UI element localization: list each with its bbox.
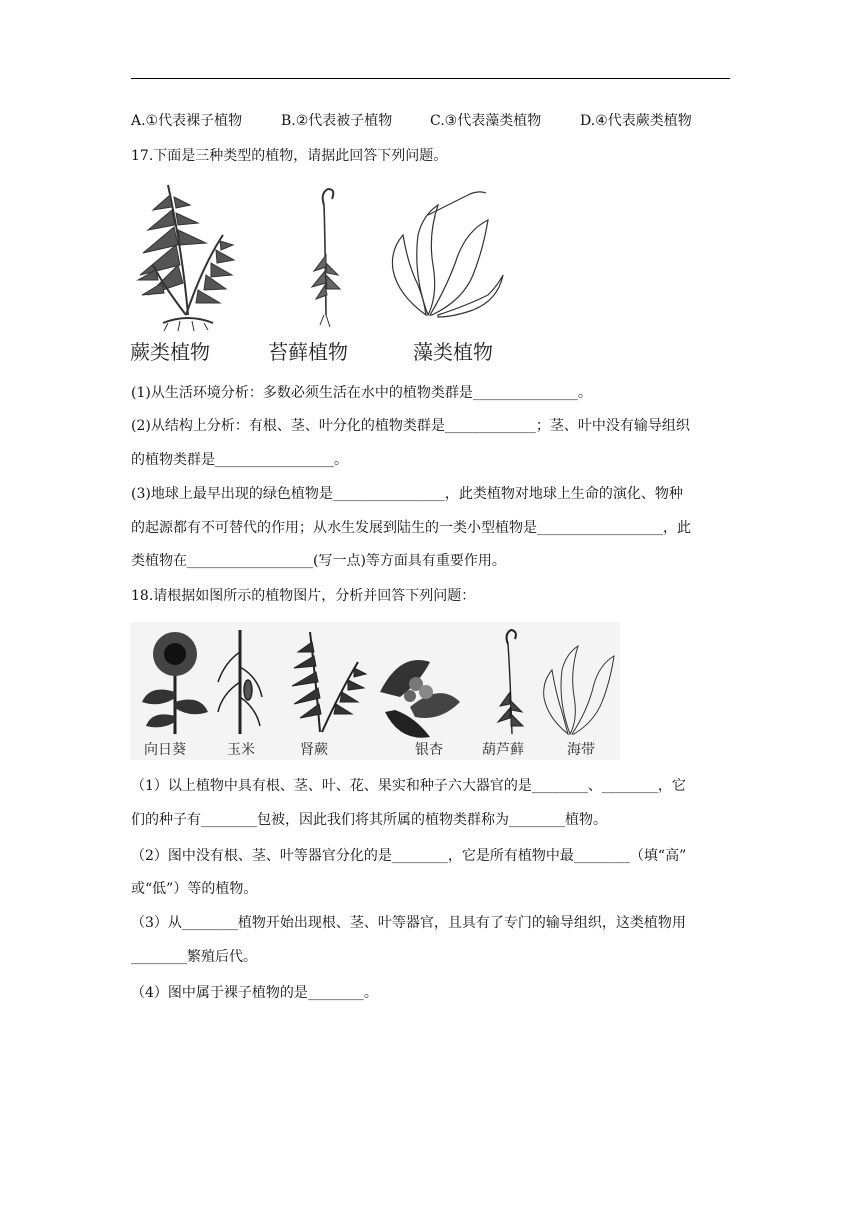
q18-figure bbox=[130, 622, 620, 760]
caption-algae: 藻类植物 bbox=[413, 340, 493, 364]
option-d: D.④代表蕨类植物 bbox=[580, 113, 692, 129]
q17-figure bbox=[128, 175, 508, 370]
caption-kelp: 海带 bbox=[567, 742, 595, 758]
caption-sunflower: 向日葵 bbox=[144, 742, 186, 758]
q17-part3-line1: (3)地球上最早出现的绿色植物是________________，此类植物对地球上生命的演化、物种 bbox=[131, 486, 683, 502]
q18-part3-line1: （3）从________植物开始出现根、茎、叶等器官，且具有了专门的输导组织，这类植物用 bbox=[131, 915, 686, 931]
moss-drawing bbox=[312, 189, 340, 327]
q17-stem: 17.下面是三种类型的植物，请据此回答下列问题。 bbox=[131, 148, 448, 164]
q17-part2-line1: (2)从结构上分析：有根、茎、叶分化的植物类群是_____________；茎、叶中没有输导组织 bbox=[131, 418, 690, 434]
q17-part3-line2: 的起源都有不可替代的作用；从水生发展到陆生的一类小型植物是__________________，此 bbox=[131, 520, 691, 536]
option-c: C.③代表藻类植物 bbox=[430, 113, 542, 129]
q18-part2-line2: 或“低”）等的植物。 bbox=[131, 881, 258, 897]
q17-part2-line2: 的植物类群是_________________。 bbox=[131, 452, 348, 468]
q16-options bbox=[131, 111, 731, 131]
q17-part3-line3: 类植物在__________________(写一点)等方面具有重要作用。 bbox=[131, 553, 506, 569]
q18-part3-line2: ________繁殖后代。 bbox=[131, 949, 257, 965]
fern-drawing bbox=[138, 185, 234, 331]
q17-part1: (1)从生活环境分析：多数必须生活在水中的植物类群是_______________。 bbox=[131, 385, 592, 401]
caption-corn: 玉米 bbox=[227, 742, 255, 758]
kelp-drawing bbox=[392, 192, 503, 317]
q18-part1-line2: 们的种子有________包被，因此我们将其所属的植物类群称为________植物。 bbox=[131, 812, 607, 828]
caption-moss: 苔藓植物 bbox=[268, 340, 348, 364]
caption-ginkgo: 银杏 bbox=[415, 742, 443, 758]
q18-stem: 18.请根据如图所示的植物图片，分析并回答下列问题： bbox=[131, 588, 476, 604]
q18-part1-line1: （1）以上植物中具有根、茎、叶、花、果实和种子六大器官的是________、________，它 bbox=[131, 778, 686, 794]
caption-kidney-fern: 肾蕨 bbox=[300, 742, 328, 758]
caption-fern: 蕨类植物 bbox=[130, 340, 210, 364]
header-rule bbox=[131, 78, 730, 79]
q18-part4: （4）图中属于裸子植物的是________。 bbox=[131, 985, 378, 1001]
option-b: B.②代表被子植物 bbox=[281, 113, 393, 129]
q18-part2-line1: （2）图中没有根、茎、叶等器官分化的是________，它是所有植物中最________（填“高” bbox=[131, 848, 687, 864]
caption-funaria: 葫芦藓 bbox=[482, 742, 524, 758]
option-a: A.①代表裸子植物 bbox=[131, 113, 243, 129]
